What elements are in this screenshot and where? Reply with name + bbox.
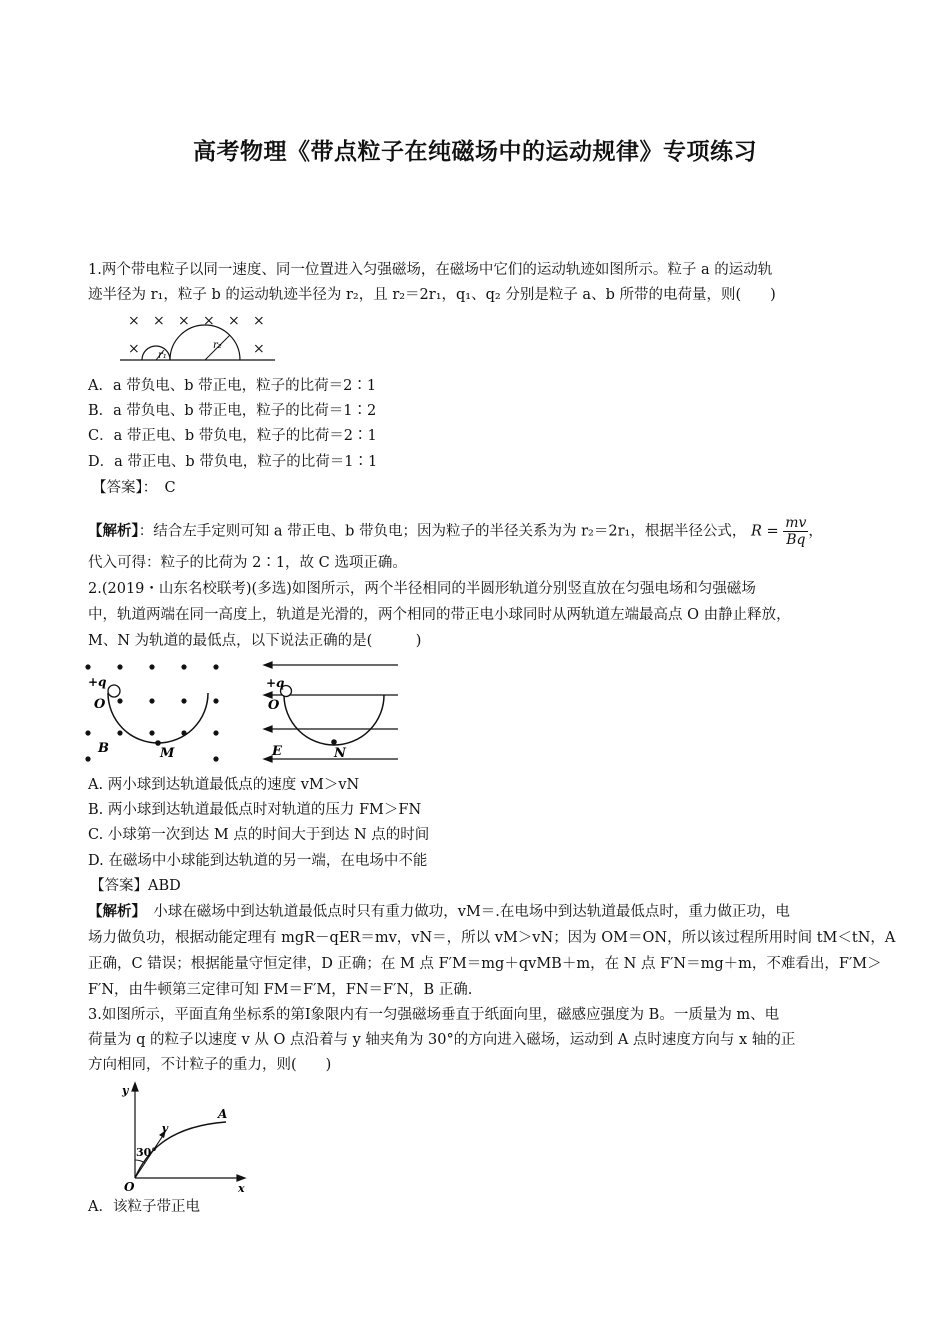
q2-left-o: O (94, 697, 106, 712)
q2-left-b: B (98, 741, 109, 756)
q1-cross: × (128, 341, 140, 357)
formula-lhs: R = (750, 523, 779, 540)
q2-stem-line-3: M、N 为轨道的最低点，以下说法正确的是( ) (88, 633, 422, 649)
q1-cross: × (153, 313, 165, 329)
q1-track-b (170, 325, 240, 360)
q1-answer: 【答案】： C (92, 480, 176, 496)
q2-option-d: D. 在磁场中小球能到达轨道的另一端，在电场中不能 (88, 853, 428, 869)
q2-right-n: N (334, 746, 346, 761)
formula-denominator: Bq (786, 532, 806, 548)
q2-option-c: C. 小球第一次到达 M 点的时间大于到达 N 点的时间 (88, 827, 430, 843)
q2-right-point-n (331, 739, 337, 745)
q3-label-angle: 30° (136, 1146, 157, 1159)
q2-analysis-text: 小球在磁场中到达轨道最低点时只有重力做功，vM＝.在电场中到达轨道最低点时，重力做正功，电 (138, 904, 790, 920)
q3-stem-line-2: 荷量为 q 的粒子以速度 v 从 O 点沿着与 y 轴夹角为 30°的方向进入磁场，运动到 A 点时速度方向与 x 轴的正 (88, 1032, 796, 1048)
q3-label-x: x (238, 1182, 245, 1195)
q2-left-ball (108, 685, 120, 697)
q3-label-a: A (218, 1107, 228, 1121)
q1-cross: × (253, 341, 265, 357)
q1-cross: × (178, 313, 190, 329)
radius-formula (783, 515, 808, 548)
q3-figure (118, 1078, 253, 1193)
formula-tail: ， (808, 523, 823, 540)
q2-electric-figure (262, 657, 402, 767)
q1-stem-line-1: 1.两个带电粒子以同一速度、同一位置进入匀强磁场，在磁场中它们的运动轨迹如图所示。粒子 a 的运动轨 (88, 262, 773, 278)
q1-cross: × (128, 313, 140, 329)
q1-option-b: B．a 带负电、b 带正电，粒子的比荷＝1∶2 (88, 403, 377, 419)
q2-left-point-m (155, 740, 161, 746)
q2-left-charge: +q (88, 675, 107, 689)
q1-option-c: C．a 带正电、b 带负电，粒子的比荷＝2∶1 (88, 428, 377, 444)
q2-stem-line-1: 2.(2019・山东名校联考)(多选)如图所示，两个半径相同的半圆形轨道分别竖直放在匀强电场和匀强磁场 (88, 581, 756, 597)
q2-analysis-line-4: F′N，由牛顿第三定律可知 FM＝F′M，FN＝F′N，B 正确. (88, 982, 473, 998)
q1-option-a: A．a 带负电、b 带正电，粒子的比荷＝2∶1 (88, 378, 377, 394)
q2-option-a: A. 两小球到达轨道最低点的速度 vM＞vN (88, 777, 360, 793)
q1-cross: × (253, 313, 265, 329)
q2-analysis-line-3: 正确，C 错误；根据能量守恒定律，D 正确；在 M 点 F′M＝mg＋qvMB＋m，在 N 点 F′N＝mg＋m，不难看出，F′M＞ (88, 956, 882, 972)
q3-stem-line-1: 3.如图所示，平面直角坐标系的第Ⅰ象限内有一匀强磁场垂直于纸面向里，磁感应强度为 B。一质量为 m、电 (88, 1007, 780, 1023)
q3-stem-line-3: 方向相同，不计粒子的重力，则( ) (88, 1057, 332, 1073)
q2-analysis-line-1 (88, 902, 868, 922)
q2-analysis-line-2: 场力做负功，根据动能定理有 mgR－qER＝mv，vN＝，所以 vM＞vN；因为 OM＝ON，所以该过程所用时间 tM＜tN，A (88, 930, 896, 946)
page-title: 高考物理《带点粒子在纯磁场中的运动规律》专项练习 (193, 139, 757, 165)
q3-option-a: A．该粒子带正电 (88, 1199, 200, 1215)
formula-numerator: mv (785, 515, 807, 531)
q2-stem-line-2: 中，轨道两端在同一高度上，轨道是光滑的，两个相同的带正电小球同时从两轨道左端最高点 O 由静止释放， (88, 607, 791, 623)
q2-analysis-label: 【解析】 (88, 903, 139, 920)
q2-right-track (284, 695, 384, 745)
q1-stem-line-2: 迹半径为 r₁，粒子 b 的运动轨迹半径为 r₂，且 r₂＝2r₁，q₁、q₂ 分别是粒子 a、b 所带的电荷量，则( ) (88, 287, 776, 303)
q1-analysis-label: 【解析】 (88, 522, 139, 540)
q2-magnetic-figure (80, 657, 230, 767)
q2-option-b: B. 两小球到达轨道最低点时对轨道的压力 FM＞FN (88, 802, 422, 818)
q2-right-charge: +q (266, 676, 285, 690)
q1-label-r2: r₂ (213, 340, 222, 351)
q2-answer: 【答案】ABD (90, 878, 181, 894)
q3-label-y: y (122, 1084, 129, 1097)
q1-analysis-line-2: 代入可得：粒子的比荷为 2∶1，故 C 选项正确。 (88, 555, 407, 571)
q1-cross: × (203, 313, 215, 329)
q3-label-o: O (124, 1180, 135, 1194)
q1-analysis-line-1 (88, 515, 868, 548)
q3-label-v: v (162, 1122, 169, 1135)
q2-left-track (108, 693, 208, 743)
q2-right-e: E (272, 744, 282, 759)
q2-left-m: M (160, 746, 175, 761)
q2-right-o: O (268, 698, 280, 713)
q1-label-r1: r₁ (158, 350, 167, 361)
q1-analysis-text: ：结合左手定则可知 a 带正电、b 带负电；因为粒子的半径关系为为 r₂＝2r₁，根据半径公式， (138, 523, 747, 540)
q1-figure (120, 308, 290, 370)
q1-option-d: D．a 带正电、b 带负电，粒子的比荷＝1∶1 (88, 454, 378, 470)
q1-cross: × (228, 313, 240, 329)
